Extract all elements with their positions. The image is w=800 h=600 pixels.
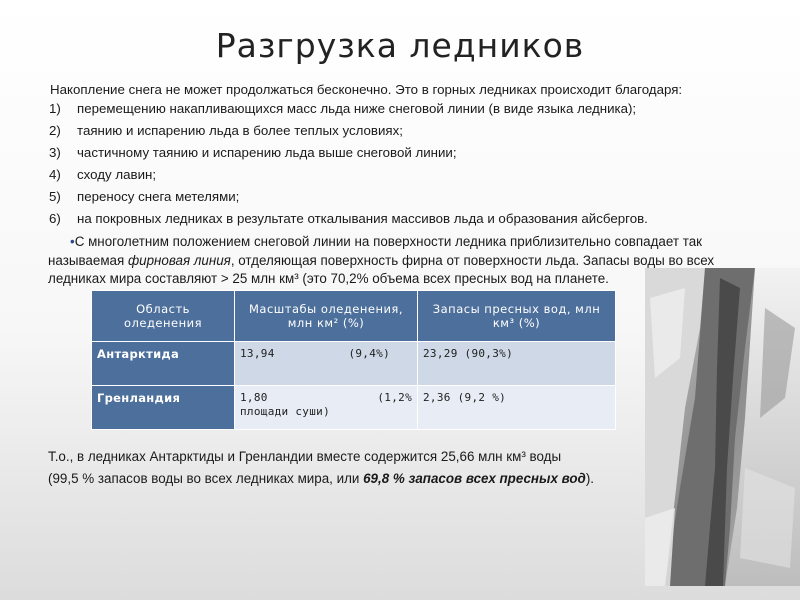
list-item-number: 5) [49,189,61,204]
list-item-text: частичному таянию и испарению льда выше снеговой линии; [77,145,457,160]
list-item-number: 3) [49,145,61,160]
paragraph-text-start: С многолетним положением снеговой линии на поверхности ледника приблизительно совпадает так называемая [48,234,703,268]
list-item-number: 1) [49,101,61,116]
paragraph-term: фирновая линия [127,252,231,268]
row-region: Гренландия [92,386,235,430]
slide-title: Разгрузка ледников [215,26,585,65]
header-area: Масштабы оледенения, млн км² (%) [235,291,418,342]
header-water: Запасы пресных вод, млн км³ (%) [418,291,616,342]
conclusion-text [48,446,628,490]
list-item [49,166,749,188]
table-row [92,386,616,430]
list-item [49,188,749,210]
list-item-number: 4) [49,167,61,182]
row-area-percent: (9,4%) [348,347,390,360]
list-item [49,210,749,232]
intro-text: Накопление снега не может продолжаться бесконечно. Это в горных ледниках происходит благодаря: [50,82,683,97]
list-item-text: сходу лавин; [77,167,157,182]
list-item [49,122,749,144]
table-header-row [92,291,616,342]
row-area-value: 13,94 [240,347,275,360]
row-area [235,342,418,386]
row-region: Антарктида [92,342,235,386]
table-row [92,342,616,386]
causes-list [49,100,749,232]
paragraph-text-end: , отделяющая поверхность фирна от поверхности льда. Запасы воды во всех ледниках мира составляют > 25 млн км³ (это 70,2% объема всех пресных вод на планете. [48,252,715,286]
bullet-icon: • [70,234,75,249]
header-region: Область оледенения [92,291,235,342]
conclusion-line-2 [48,468,628,490]
conclusion-highlight: 69,8 % запасов всех пресных вод [363,471,586,486]
list-item [49,100,749,122]
list-item-text: таянию и испарению льда в более теплых условиях; [77,123,403,138]
list-item [49,144,749,166]
list-item-text: переносу снега метелями; [77,189,240,204]
list-item-text: на покровных ледниках в результате откалывания массивов льда и образования айсбергов. [77,211,648,226]
conclusion-line-2-start: (99,5 % запасов воды во всех ледниках мира, или [48,471,364,486]
glaciation-table [91,290,616,430]
list-item-number: 2) [49,123,61,138]
row-area [235,386,418,430]
row-area-value: 1,80 [240,391,268,404]
list-item-text: перемещению накапливающихся масс льда ниже снеговой линии (в виде языка ледника); [77,101,637,116]
conclusion-line-1: Т.о., в ледниках Антарктиды и Гренландии вместе содержится 25,66 млн км³ воды [48,449,562,464]
list-item-number: 6) [49,211,61,226]
glacier-photo [645,268,800,586]
conclusion-line-2-end: ). [585,471,595,486]
row-water: 2,36 (9,2 %) [418,386,616,430]
row-water: 23,29 (90,3%) [418,342,616,386]
row-area-percent: (1,2% [377,391,412,404]
row-area-note: площади суши) [240,405,330,418]
